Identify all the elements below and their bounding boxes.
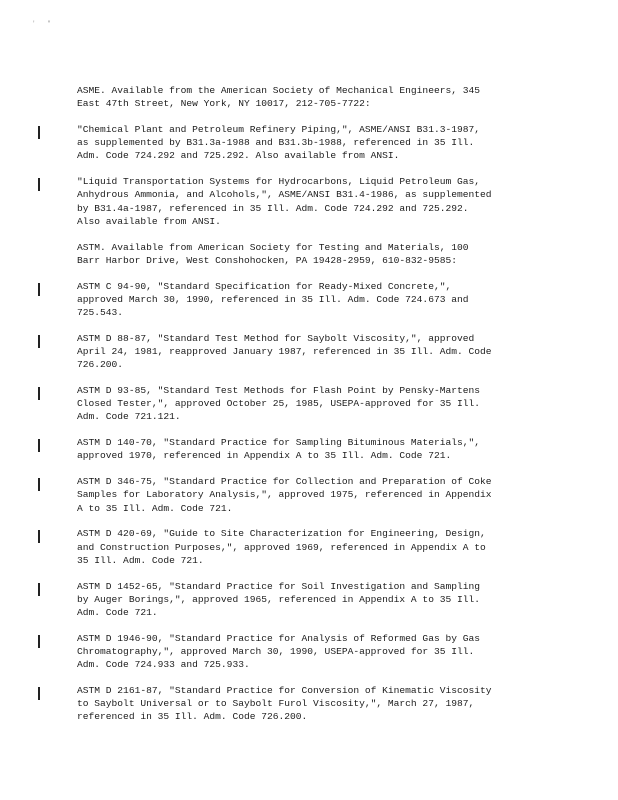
- reference-entry-astm-d93: [77, 384, 577, 424]
- reference-entry-astm-source: [77, 241, 577, 267]
- entry-text-line: Adm. Code 721.: [77, 607, 158, 619]
- entry-text-line: Adm. Code 724.933 and 725.933.: [77, 659, 250, 671]
- entry-text-line: approved 1970, referenced in Appendix A to 35 Ill. Adm. Code 721.: [77, 450, 452, 462]
- revision-change-bar: [38, 126, 40, 139]
- revision-change-bar: [38, 530, 40, 543]
- entry-text-line: ASTM. Available from American Society for Testing and Materials, 100: [77, 241, 469, 253]
- entry-text-line: 726.200.: [77, 359, 124, 371]
- reference-entry-astm-d1452: [77, 580, 577, 620]
- scan-marks: ' ": [32, 20, 55, 27]
- revision-change-bar: [38, 478, 40, 491]
- entry-text-line: Adm. Code 721.121.: [77, 411, 181, 423]
- revision-change-bar: [38, 387, 40, 400]
- reference-list: [77, 84, 577, 736]
- entry-text-line: 725.543.: [77, 307, 124, 319]
- reference-entry-astm-d140: [77, 436, 577, 462]
- entry-text-line: East 47th Street, New York, NY 10017, 212-705-7722:: [77, 98, 371, 110]
- entry-text-line: Barr Harbor Drive, West Conshohocken, PA 19428-2959, 610-832-9585:: [77, 254, 457, 266]
- entry-text-line: approved March 30, 1990, referenced in 35 Ill. Adm. Code 724.673 and: [77, 293, 469, 305]
- entry-text-line: "Liquid Transportation Systems for Hydrocarbons, Liquid Petroleum Gas,: [77, 176, 481, 188]
- entry-text-line: A to 35 Ill. Adm. Code 721.: [77, 502, 233, 514]
- reference-entry-astm-d88: [77, 332, 577, 372]
- entry-text-line: referenced in 35 Ill. Adm. Code 726.200.: [77, 711, 308, 723]
- reference-entry-asme-b31-4: [77, 175, 577, 228]
- entry-text-line: ASTM D 88-87, "Standard Test Method for Saybolt Viscosity,", approved: [77, 332, 475, 344]
- revision-change-bar: [38, 635, 40, 648]
- revision-change-bar: [38, 283, 40, 296]
- entry-text-line: ASTM D 1946-90, "Standard Practice for Analysis of Reformed Gas by Gas: [77, 632, 481, 644]
- reference-entry-astm-d346: [77, 475, 577, 515]
- reference-entry-astm-d1946: [77, 632, 577, 672]
- revision-change-bar: [38, 583, 40, 596]
- entry-text-line: 35 Ill. Adm. Code 721.: [77, 554, 204, 566]
- revision-change-bar: [38, 439, 40, 452]
- entry-text-line: ASTM D 346-75, "Standard Practice for Collection and Preparation of Coke: [77, 476, 492, 488]
- entry-text-line: ASTM D 1452-65, "Standard Practice for Soil Investigation and Sampling: [77, 580, 481, 592]
- entry-text-line: to Saybolt Universal or to Saybolt Furol Viscosity,", March 27, 1987,: [77, 698, 475, 710]
- reference-entry-astm-d420: [77, 527, 577, 567]
- reference-entry-astm-d2161: [77, 684, 577, 724]
- entry-text-line: ASTM D 2161-87, "Standard Practice for Conversion of Kinematic Viscosity: [77, 685, 492, 697]
- reference-entry-asme-source: [77, 84, 577, 110]
- entry-text-line: by Auger Borings,", approved 1965, referenced in Appendix A to 35 Ill.: [77, 593, 481, 605]
- entry-text-line: ASTM D 93-85, "Standard Test Methods for Flash Point by Pensky-Martens: [77, 385, 481, 397]
- entry-text-line: ASTM D 420-69, "Guide to Site Characterization for Engineering, Design,: [77, 528, 486, 540]
- revision-change-bar: [38, 687, 40, 700]
- entry-text-line: Chromatography,", approved March 30, 1990, USEPA-approved for 35 Ill.: [77, 646, 475, 658]
- entry-text-line: "Chemical Plant and Petroleum Refinery Piping,", ASME/ANSI B31.3-1987,: [77, 124, 481, 135]
- entry-text-line: ASTM D 140-70, "Standard Practice for Sampling Bituminous Materials,",: [77, 437, 481, 449]
- reference-entry-astm-c94: [77, 280, 577, 320]
- entry-text-line: Adm. Code 724.292 and 725.292. Also available from ANSI.: [77, 150, 400, 162]
- entry-text-line: Also available from ANSI.: [77, 215, 221, 227]
- entry-text-line: Closed Tester,", approved October 25, 1985, USEPA-approved for 35 Ill.: [77, 398, 481, 410]
- revision-change-bar: [38, 335, 40, 348]
- entry-text-line: Anhydrous Ammonia, and Alcohols,", ASME/ANSI B31.4-1986, as supplemented: [77, 189, 492, 201]
- entry-text-line: Samples for Laboratory Analysis,", approved 1975, referenced in Appendix: [77, 489, 492, 501]
- entry-text-line: ASTM C 94-90, "Standard Specification for Ready-Mixed Concrete,",: [77, 280, 452, 292]
- reference-entry-asme-b31-3: [77, 123, 577, 163]
- entry-text-line: ASME. Available from the American Society of Mechanical Engineers, 345: [77, 85, 481, 96]
- revision-change-bar: [38, 178, 40, 191]
- entry-text-line: as supplemented by B31.3a-1988 and B31.3b-1988, referenced in 35 Ill.: [77, 137, 475, 149]
- entry-text-line: April 24, 1981, reapproved January 1987, referenced in 35 Ill. Adm. Code: [77, 346, 492, 358]
- entry-text-line: by B31.4a-1987, referenced in 35 Ill. Adm. Code 724.292 and 725.292.: [77, 202, 469, 214]
- entry-text-line: and Construction Purposes,", approved 1969, referenced in Appendix A to: [77, 541, 486, 553]
